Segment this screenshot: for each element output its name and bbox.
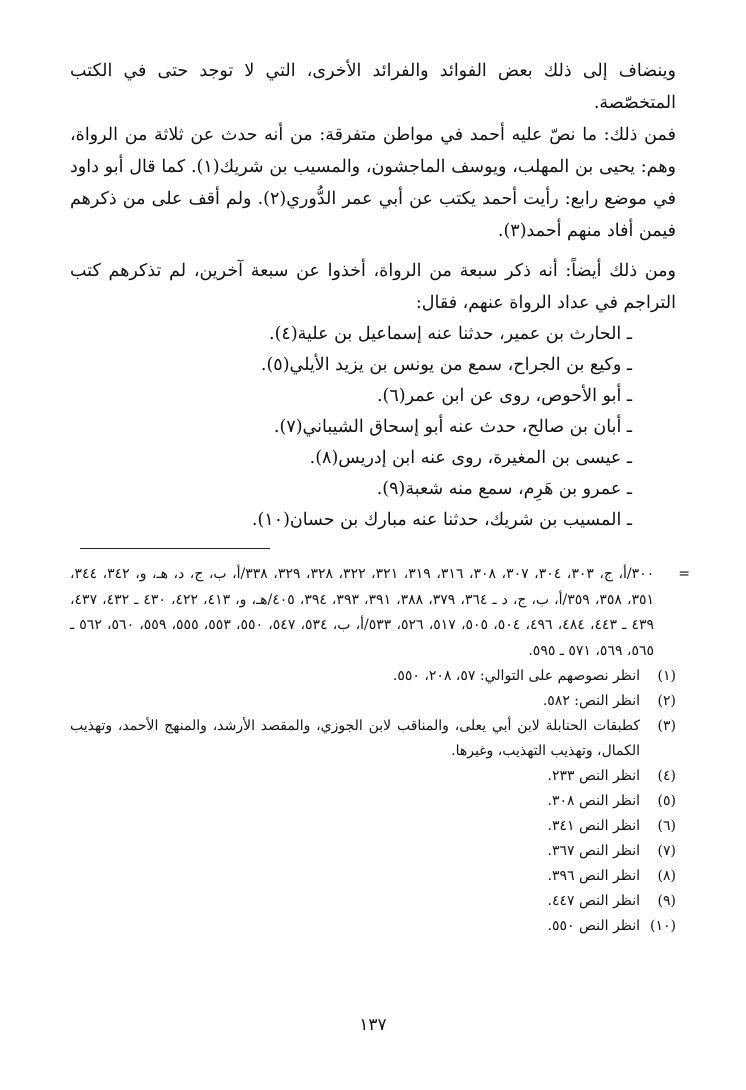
list-item: ـ الحارث بن عمير، حدثنا عنه إسماعيل بن علية(٤). bbox=[269, 324, 632, 344]
list-item: ـ عيسى بن المغيرة، روى عنه ابن إدريس(٨). bbox=[309, 448, 632, 468]
footnote-number: (٨) bbox=[657, 868, 676, 884]
narrator-list bbox=[70, 319, 676, 536]
footnote bbox=[70, 889, 676, 914]
list-item: ـ وكيع بن الجراح، سمع من يونس بن يزيد الأيلي(٥). bbox=[260, 355, 632, 375]
footnote-text: كطبقات الحنابلة لابن أبي يعلى، والمناقب لابن الجوزي، والمقصد الأرشد، والمنهج الأحمد، وتهذيب الكمال، وتهذيب التهذيب، وغيرها. bbox=[70, 718, 640, 759]
footnote bbox=[70, 664, 676, 689]
footnote-text: انظر النص ٣٤١. bbox=[547, 818, 640, 834]
footnote-continuation bbox=[70, 562, 690, 664]
footnote bbox=[70, 864, 676, 889]
list-item: ـ أبو الأحوص، روى عن ابن عمر(٦). bbox=[376, 386, 632, 406]
footnote bbox=[70, 914, 676, 939]
continuation-text: ٣٠٠/أ، ج، ٣٠٣، ٣٠٤، ٣٠٧، ٣٠٨، ٣١٦، ٣١٩، ٣٢١، ٣٢٢، ٣٢٨، ٣٢٩، ٣٣٨/أ، ب، ج، د، هـ، و، ٣٤٢، ٣٤٤، ٣٥١، ٣٥٨، ٣٥٩/أ، ب، ج، د ـ ٣٦٤، ٣٧٩، ٣٨٨، ٣٩١، ٣٩٣، ٣٩٤، ٤٠٥/هـ، و، ٤١٣، ٤٢٢، ٤٣٠ ـ ٤٣٢، ٤٣٧، ٤٣٩ ـ ٤٤٣، ٤٨٤، ٤٩٦، ٥٠٤، ٥٠٥، ٥١٧، ٥٢٦، ٥٣٣/أ، ب، ٥٣٤، ٥٤٧، ٥٥٠، ٥٥٣، ٥٥٥، ٥٥٩، ٥٦٠، ٥٦٢ ـ ٥٦٥، ٥٦٩، ٥٧١ ـ ٥٩٥. bbox=[70, 566, 655, 659]
paragraph-seven-narrators: ومن ذلك أيضاً: أنه ذكر سبعة من الرواة، أخذوا عن سبعة آخرين، لم تذكرهم كتب التراجم في عداد الرواة عنهم، فقال: bbox=[70, 261, 676, 313]
footnote bbox=[70, 839, 676, 864]
footnote-text: انظر النص ٥٥٠. bbox=[547, 918, 640, 934]
main-text bbox=[70, 55, 676, 536]
footnote-text: انظر النص ٣٠٨. bbox=[547, 793, 640, 809]
list-item: ـ عمرو بن هَرِم، سمع منه شعبة(٩). bbox=[376, 479, 632, 499]
footnote-text: انظر نصوصهم على التوالي: ٥٧، ٢٠٨، ٥٥٠. bbox=[392, 668, 640, 684]
footnote-number: (٢) bbox=[657, 693, 676, 709]
footnote-divider bbox=[80, 548, 270, 549]
footnote-number: (٣) bbox=[657, 718, 676, 734]
page-number: ١٣٧ bbox=[359, 1015, 387, 1035]
list-item: ـ المسيب بن شريك، حدثنا عنه مبارك بن حسان(١٠). bbox=[251, 510, 632, 530]
list-item: ـ أبان بن صالح، حدث عنه أبو إسحاق الشيباني(٧). bbox=[273, 417, 632, 437]
footnote bbox=[70, 789, 676, 814]
footnotes bbox=[70, 562, 690, 939]
paragraph-intro: وينضاف إلى ذلك بعض الفوائد والفرائد الأخرى، التي لا توجد حتى في الكتب المتخصّصة. bbox=[70, 61, 676, 113]
footnote-number: (١) bbox=[657, 668, 676, 684]
footnote bbox=[70, 814, 676, 839]
footnote-text: انظر النص: ٥٨٢. bbox=[542, 693, 640, 709]
footnote-number: (٥) bbox=[657, 793, 676, 809]
footnote-number: (٩) bbox=[657, 893, 676, 909]
footnote-text: انظر النص ٣٩٦. bbox=[547, 868, 640, 884]
footnote-number: (٤) bbox=[657, 768, 676, 784]
footnote bbox=[70, 714, 676, 764]
footnote-number: (١٠) bbox=[650, 918, 676, 934]
footnote-number: (٦) bbox=[657, 818, 676, 834]
paragraph-narrators: فمن ذلك: ما نصّ عليه أحمد في مواطن متفرقة: من أنه حدث عن ثلاثة من الرواة، وهم: يحيى بن المهلب، ويوسف الماجشون، والمسيب بن شريك(١). كما قال أبو داود في موضع رابع: رأيت أحمد يكتب عن أبي عمر الدُّوري(٢). ولم أقف على من ذكرهم فيمن أفاد منهم أحمد(٣). bbox=[70, 125, 676, 241]
footnote-text: انظر النص ٣٦٧. bbox=[547, 843, 640, 859]
footnote-number: (٧) bbox=[657, 843, 676, 859]
footnote-text: انظر النص ٤٤٧. bbox=[547, 893, 640, 909]
footnote bbox=[70, 764, 676, 789]
footnote-text: انظر النص ٢٣٣. bbox=[547, 768, 640, 784]
footnote bbox=[70, 689, 676, 714]
continuation-mark: = bbox=[678, 566, 690, 582]
